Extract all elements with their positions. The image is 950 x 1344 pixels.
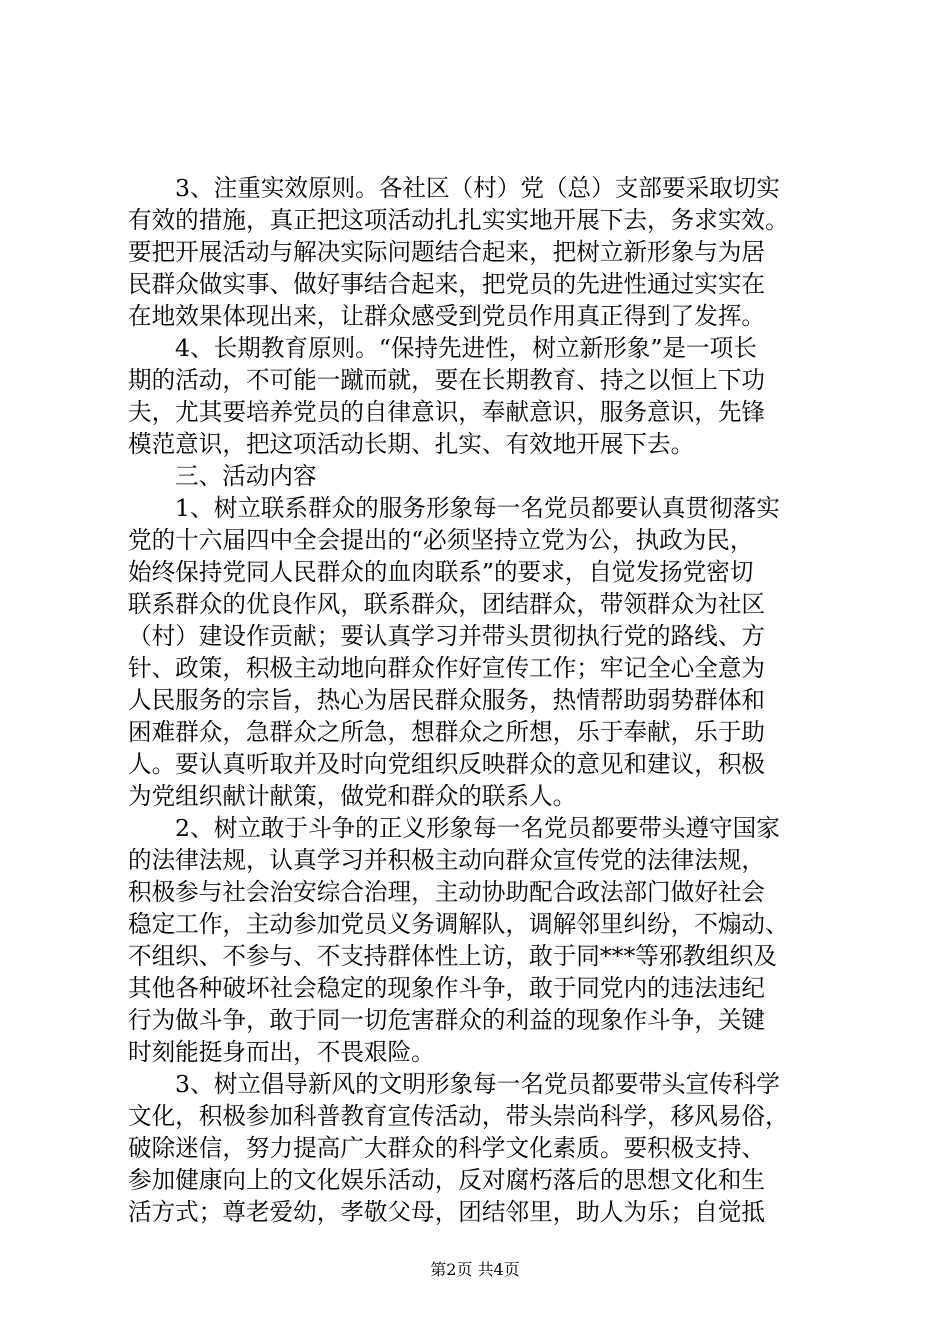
text-line: 困难群众，急群众之所急，想群众之所想，乐于奉献，乐于助 (128, 718, 766, 746)
paragraph-first-line: 3、树立倡导新风的文明形象每一名党员都要带头宣传科学 (175, 1070, 780, 1098)
text-line: 要把开展活动与解决实际问题结合起来，把树立新形象与为居 (128, 238, 766, 266)
text-line: 其他各种破坏社会稳定的现象作斗争，敢于同党内的违法违纪 (128, 974, 766, 1002)
text-line: 为党组织献计献策，做党和群众的联系人。 (128, 782, 577, 810)
text-line: 民群众做实事、做好事结合起来，把党员的先进性通过实实在 (128, 270, 766, 298)
text-line: 稳定工作，主动参加党员义务调解队，调解邻里纠纷，不煽动、 (128, 910, 789, 938)
text-line: 活方式；尊老爱幼，孝敬父母，团结邻里，助人为乐；自觉抵 (128, 1198, 766, 1226)
paragraph-first-line: 4、长期教育原则。“保持先进性，树立新形象”是一项长 (175, 334, 757, 362)
paragraph-first-line: 三、活动内容 (175, 462, 317, 490)
paragraph-first-line: 2、树立敢于斗争的正义形象每一名党员都要带头遵守国家 (175, 814, 780, 842)
text-line: 时刻能挺身而出，不畏艰险。 (128, 1038, 435, 1066)
text-line: 参加健康向上的文化娱乐活动，反对腐朽落后的思想文化和生 (128, 1166, 766, 1194)
paragraph-first-line: 3、注重实效原则。各社区（村）党（总）支部要采取切实 (175, 174, 780, 202)
text-line: 积极参与社会治安综合治理，主动协助配合政法部门做好社会 (128, 878, 766, 906)
text-line: 针、政策，积极主动地向群众作好宣传工作；牢记全心全意为 (128, 654, 766, 682)
page-footer (0, 1260, 950, 1280)
text-line: 文化，积极参加科普教育宣传活动，带头崇尚科学，移风易俗， (128, 1102, 789, 1130)
text-line: 破除迷信，努力提高广大群众的科学文化素质。要积极支持、 (128, 1134, 766, 1162)
document-body (128, 172, 836, 1228)
text-line: 行为做斗争，敢于同一切危害群众的利益的现象作斗争，关键 (128, 1006, 766, 1034)
text-line: 人。要认真听取并及时向党组织反映群众的意见和建议，积极 (128, 750, 766, 778)
text-line: 的法律法规，认真学习并积极主动向群众宣传党的法律法规， (128, 846, 766, 874)
text-line: （村）建设作贡献；要认真学习并带头贯彻执行党的路线、方 (128, 622, 766, 650)
text-line: 期的活动，不可能一蹴而就，要在长期教育、持之以恒上下功 (128, 366, 766, 394)
text-line: 联系群众的优良作风，联系群众，团结群众，带领群众为社区 (128, 590, 766, 618)
text-line: 有效的措施，真正把这项活动扎扎实实地开展下去，务求实效。 (128, 206, 789, 234)
text-line: 人民服务的宗旨，热心为居民群众服务，热情帮助弱势群体和 (128, 686, 766, 714)
text-line: 党的十六届四中全会提出的“必须坚持立党为公，执政为民， (128, 526, 754, 554)
text-line: 夫，尤其要培养党员的自律意识，奉献意识，服务意识，先锋 (128, 398, 766, 426)
paragraph-first-line: 1、树立联系群众的服务形象每一名党员都要认真贯彻落实 (175, 494, 780, 522)
text-line: 不组织、不参与、不支持群体性上访，敢于同***等邪教组织及 (128, 942, 777, 970)
text-line: 始终保持党同人民群众的血肉联系”的要求，自觉发扬党密切 (128, 558, 754, 586)
page-number: 第2页 共4页 (430, 1260, 520, 1279)
text-line: 在地效果体现出来，让群众感受到党员作用真正得到了发挥。 (128, 302, 766, 330)
text-line: 模范意识，把这项活动长期、扎实、有效地开展下去。 (128, 430, 695, 458)
